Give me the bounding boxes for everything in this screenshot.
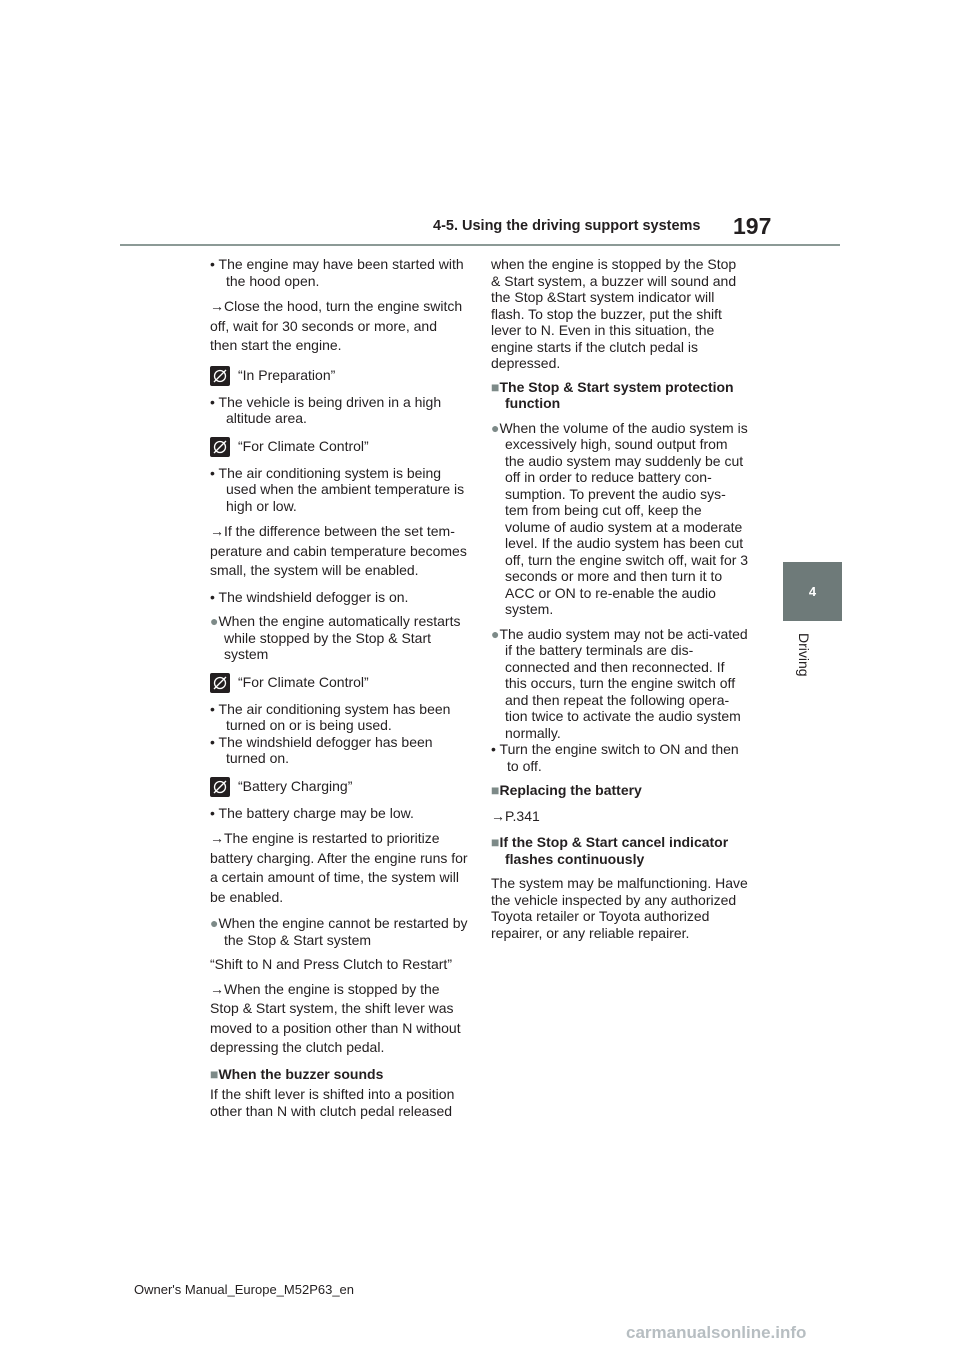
heading-buzzer-sounds: ■When the buzzer sounds <box>210 1065 384 1082</box>
paragraph-malfunction: The system may be malfunctioning. Have the vehicle inspected by any authorized Toyota retailer or Toyota authorized repairer, or any reliable repairer. <box>491 875 748 941</box>
stop-start-cancel-indicator-icon <box>210 437 230 457</box>
stop-start-cancel-indicator-icon <box>210 366 230 386</box>
action-battery-charging: →The engine is restarted to prioritize battery charging. After the engine runs for a certain amount of time, the system will be enabled. <box>210 830 468 905</box>
circle-bullet-icon: ● <box>491 419 500 436</box>
bullet-engine-switch: • Turn the engine switch to ON and then to off. <box>491 741 739 774</box>
bullet-hood-open: • The engine may have been started with the hood open. <box>210 256 464 289</box>
left-column <box>210 256 468 1126</box>
square-bullet-icon: ■ <box>491 834 500 850</box>
bullet-battery-low: • The battery charge may be low. <box>210 804 414 821</box>
message-battery-charging: “Battery Charging” <box>238 778 353 795</box>
message-shift-to-n: “Shift to N and Press Clutch to Restart” <box>210 956 452 972</box>
circle-item-audio-not-activated: ●The audio system may not be acti-vated if the battery terminals are dis-connected and then reconnected. If this occurs, turn the engine switch off and then repeat the following opera-tion twice to activate the audio system normally. <box>491 625 748 741</box>
chapter-tab: 4 <box>783 562 842 621</box>
page-number: 197 <box>733 213 772 239</box>
paragraph-buzzer: If the shift lever is shifted into a position other than N with clutch pedal released <box>210 1086 455 1119</box>
bullet-air-conditioning: • The air conditioning system is being used when the ambient temperature is high or low. <box>210 464 465 514</box>
square-bullet-icon: ■ <box>491 378 500 395</box>
message-in-preparation: “In Preparation” <box>238 367 336 384</box>
indicator-message <box>210 366 468 386</box>
indicator-message <box>210 777 468 797</box>
circle-item-cannot-restart: ●When the engine cannot be restarted by the Stop & Start system <box>210 915 468 948</box>
page-reference-link[interactable]: →P.341 <box>491 807 540 824</box>
heading-cancel-indicator: ■If the Stop & Start cancel indicator flashes continuously <box>491 834 729 867</box>
paragraph-buzzer-cont: when the engine is stopped by the Stop & Start system, a buzzer will sound and the Stop &Start system indicator will flash. To stop the buzzer, put the shift lever to N. Even in this situation, the engine starts if the clutch pedal is depressed. <box>491 256 737 371</box>
indicator-message <box>210 673 468 693</box>
chapter-label: Driving <box>796 633 812 677</box>
circle-item-auto-restart: ●When the engine automatically restarts while stopped by the Stop & Start system <box>210 613 461 662</box>
square-bullet-icon: ■ <box>491 782 500 798</box>
bullet-defogger-on: • The windshield defogger is on. <box>210 588 409 605</box>
indicator-message <box>210 437 468 457</box>
circle-item-audio-volume: ●When the volume of the audio system is excessively high, sound output from the audio system may suddenly be cut off in order to reduce battery con-sumption. To prevent the audio sys-tem from being cut off, keep the volume of audio system at a moderate level. If the audio system has been cut off, turn the engine switch off, wait for 3 seconds or more and then turn it to ACC or ON to re-enable the audio system. <box>491 419 749 617</box>
right-column <box>491 256 749 948</box>
stop-start-cancel-indicator-icon <box>210 777 230 797</box>
circle-bullet-icon: ● <box>491 625 500 642</box>
bullet-high-altitude: • The vehicle is being driven in a high altitude area. <box>210 393 442 426</box>
footer-manual-id: Owner's Manual_Europe_M52P63_en <box>134 1282 355 1297</box>
header-rule <box>120 244 840 246</box>
action-close-hood: →Close the hood, turn the engine switch off, wait for 30 seconds or more, and then start the engine. <box>210 298 463 353</box>
circle-bullet-icon: ● <box>210 613 219 629</box>
circle-bullet-icon: ● <box>210 915 219 931</box>
bullet-defogger-turned-on: • The windshield defogger has been turned on. <box>210 733 433 766</box>
heading-replacing-battery: ■Replacing the battery <box>491 782 642 798</box>
watermark: carmanualsonline.info <box>626 1323 807 1342</box>
bullet-ac-turned-on: • The air conditioning system has been turned on or is being used. <box>210 700 451 733</box>
message-for-climate-control: “For Climate Control” <box>238 438 369 455</box>
square-bullet-icon: ■ <box>210 1065 219 1082</box>
action-shift-lever: →When the engine is stopped by the Stop & Start system, the shift lever was moved to a position other than N without depressing the clutch pedal. <box>210 980 461 1055</box>
action-temperature-difference: →If the difference between the set tem-perature and cabin temperature becomes small, the system will be enabled. <box>210 523 467 578</box>
message-for-climate-control: “For Climate Control” <box>238 674 369 691</box>
heading-protection-function: ■The Stop & Start system protection function <box>491 378 734 411</box>
section-title: 4-5. Using the driving support systems <box>433 218 701 234</box>
stop-start-cancel-indicator-icon <box>210 673 230 693</box>
